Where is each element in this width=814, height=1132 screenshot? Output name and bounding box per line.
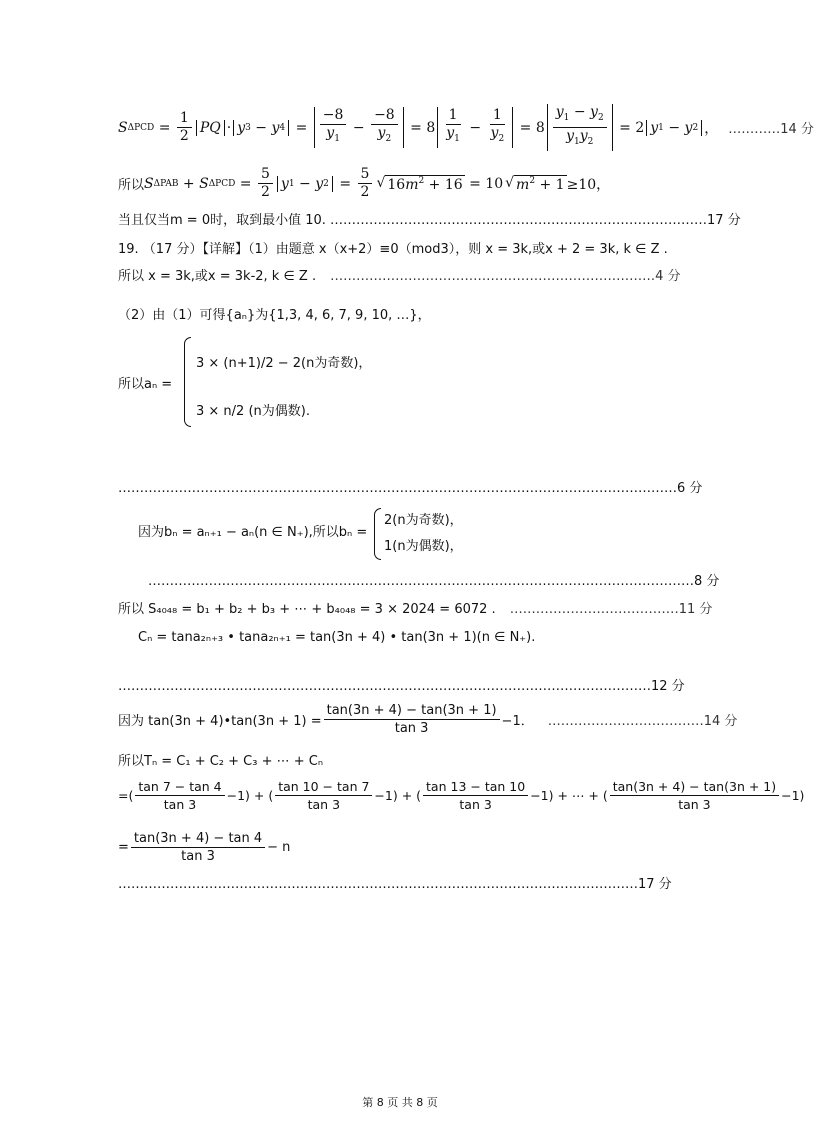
an-case-even: 3 × n/2 (n为偶数). (196, 404, 310, 419)
text-label: 所以 x = 3k,或x = 3k-2, k ∈ Z . (118, 269, 317, 284)
brace (374, 508, 381, 560)
tn-definition: 所以Tₙ = C₁ + C₂ + C₃ + ⋯ + Cₙ (118, 754, 324, 769)
bn-case-odd: 2(n为奇数)， (384, 513, 463, 528)
score-line-12: ……………………………………………………………………………………………………………12 分 (118, 679, 685, 694)
score-line-8: ………………………………………………………………………………………………………………8 分 (148, 574, 720, 589)
an-label: 所以aₙ = (118, 377, 173, 392)
formula-area-pcd: S ΔPCD = $\frac{1}{2}$ PQ · y 3 − y 4 = $\frac{-8}{y_1}$ − $\frac{-8}{y_2}$ = 8 $\frac{1}{y_1}$ − $\frac{1}{y_2}$ = 8 $\frac{y_1 - y_2}{y_1y_2}$ = 2 y 1 − y 2 ， …………14 分 (118, 104, 814, 151)
score-line-17: …………………………………………………………………………………………………………17 分 (118, 877, 672, 892)
fraction-denominator: tan 3 (163, 797, 197, 812)
telescoping-sum: =( $\frac{\tan 7 - \tan 4}{\tan 3}$ −1) + ( $\frac{\tan 10 - \tan 7}{\tan 3}$ −1) + ( $\frac{\tan 13 - \tan 10}{\tan 3}$ −1) + ⋯ + ( $\frac{\tan(3n + 4) - \tan(3n + 1)}{\tan 3}$ −1) (118, 779, 805, 812)
text-label: 因为 tan(3n + 4)•tan(3n + 1) = (118, 714, 322, 729)
text-line-3: 当且仅当m = 0时，取到最小值 10. ……………………………………………………………………………17 分 (118, 213, 741, 228)
bn-case-even: 1(n为偶数)， (384, 539, 463, 554)
text-tail: − n (267, 840, 291, 855)
bn-definition: 因为bₙ = aₙ₊₁ − aₙ(n ∈ N₊),所以bₙ = (138, 525, 368, 540)
text-label: 所以 (118, 178, 145, 193)
brace (184, 337, 191, 427)
text-line-4: 19. （17 分）【详解】（1）由题意 x（x+2）≡0（mod3），则 x = 3k,或x + 2 = 3k, k ∈ Z . (118, 242, 668, 257)
an-case-odd: 3 × (n+1)/2 − 2(n为奇数)， (196, 356, 372, 371)
text-label: 所以 S₄₀₄₈ = b₁ + b₂ + b₃ + ⋯ + b₄₀₄₈ = 3 × 2024 = 6072 . (118, 602, 496, 617)
fraction-numerator: tan(3n + 4) − tan 4 (131, 830, 265, 848)
text-line-5 (118, 265, 681, 284)
fraction-denominator: tan 3 (181, 849, 215, 864)
fraction-denominator: tan 3 (459, 797, 492, 812)
fraction-denominator: tan 3 (678, 797, 711, 812)
score-mark: …………………………………………………………………4 分 (330, 269, 681, 284)
fraction-numerator: tan 10 − tan 7 (275, 778, 372, 796)
fraction-numerator: tan 13 − tan 10 (423, 778, 528, 796)
final-result: = $\frac{\tan(3n + 4) - \tan 4}{\tan 3}$ − n (118, 831, 291, 864)
formula-area-sum: 所以 S ΔPAB + S ΔPCD = $\frac{5}{2}$ y 1 − y 2 = $\frac{5}{2}$ √ $16m^2 + 16$ = 10 √ $m^2 + 1$ ≥10， (118, 166, 611, 200)
sum-s4048 (118, 598, 712, 617)
fraction-numerator: tan(3n + 4) − tan(3n + 1) (610, 778, 779, 796)
text-line-6: （2）由（1）可得{aₙ}为{1,3, 4, 6, 7, 9, 10, …}， (118, 308, 431, 323)
cn-definition: Cₙ = tana₂ₙ₊₃ • tana₂ₙ₊₁ = tan(3n + 4) • tan(3n + 1)(n ∈ N₊). (138, 630, 536, 645)
fraction-numerator: tan 7 − tan 4 (135, 778, 224, 796)
score-mark: ………………………………14 分 (547, 714, 738, 729)
score-mark: …………14 分 (728, 122, 814, 137)
page-footer: 第 8 页 共 8 页 (362, 1096, 438, 1109)
score-line-6: …………………………………………………………………………………………………………………6 分 (118, 481, 703, 496)
fraction-numerator: tan(3n + 4) − tan(3n + 1) (324, 702, 500, 720)
score-mark: …………………………………11 分 (509, 602, 713, 617)
tan-identity (118, 702, 737, 737)
text-tail: ≥10， (566, 176, 611, 193)
fraction-denominator: tan 3 (394, 721, 429, 736)
text-tail: −1． (501, 714, 534, 729)
fraction-denominator: tan 3 (307, 797, 341, 812)
